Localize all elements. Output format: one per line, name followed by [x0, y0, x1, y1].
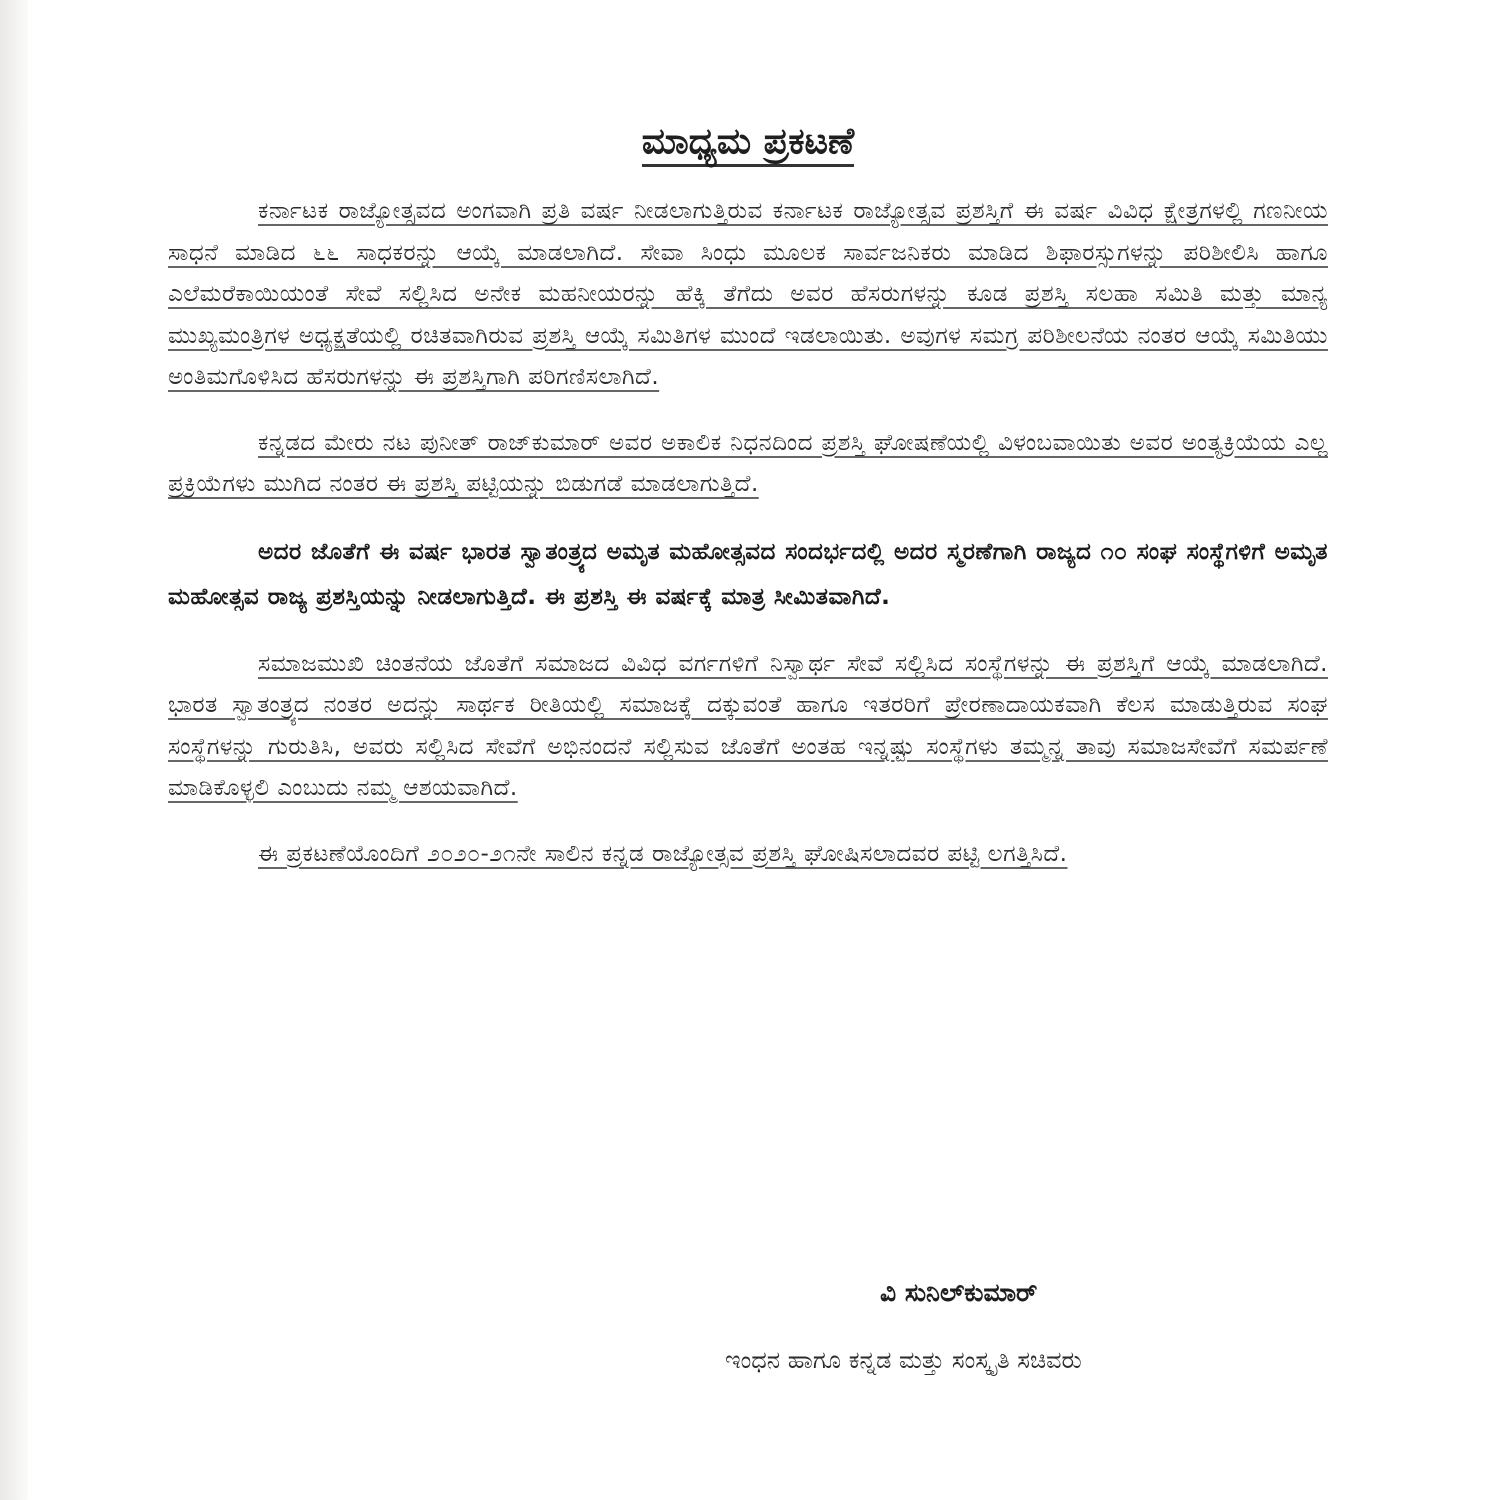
- document-title: [168, 120, 1328, 163]
- paragraph-organizations-selection: ಸಮಾಜಮುಖಿ ಚಿಂತನೆಯ ಜೊತೆಗೆ ಸಮಾಜದ ವಿವಿಧ ವರ್ಗಗಳಿಗೆ ನಿಸ್ವಾರ್ಥ ಸೇವೆ ಸಲ್ಲಿಸಿದ ಸಂಸ್ಥೆಗಳನ್ನು ಈ ಪ್ರಶಸ್ತಿಗೆ ಆಯ್ಕೆ ಮಾಡಲಾಗಿದೆ. ಭಾರತ ಸ್ವಾತಂತ್ರ್ಯದ ನಂತರ ಅದನ್ನು ಸಾರ್ಥಕ ರೀತಿಯಲ್ಲಿ ಸಮಾಜಕ್ಕೆ ದಕ್ಕುವಂತೆ ಹಾಗೂ ಇತರರಿಗೆ ಪ್ರೇರಣಾದಾಯಕವಾಗಿ ಕೆಲಸ ಮಾಡುತ್ತಿರುವ ಸಂಘ ಸಂಸ್ಥೆಗಳನ್ನು ಗುರುತಿಸಿ, ಅವರು ಸಲ್ಲಿಸಿದ ಸೇವೆಗೆ ಅಭಿನಂದನೆ ಸಲ್ಲಿಸುವ ಜೊತೆಗೆ ಅಂತಹ ಇನ್ನಷ್ಟು ಸಂಸ್ಥೆಗಳು ತಮ್ಮನ್ನ ತಾವು ಸಮಾಜಸೇವೆಗೆ ಸಮರ್ಪಣೆ ಮಾಡಿಕೊಳ್ಳಲಿ ಎಂಬುದು ನಮ್ಮ ಆಶಯವಾಗಿದೆ.: [168, 650, 1328, 802]
- paragraph-announcement-delay: ಕನ್ನಡದ ಮೇರು ನಟ ಪುನೀತ್ ರಾಜ್‌ಕುಮಾರ್ ಅವರ ಅಕಾಲಿಕ ನಿಧನದಿಂದ ಪ್ರಶಸ್ತಿ ಘೋಷಣೆಯಲ್ಲಿ ವಿಳಂಬವಾಯಿತು ಅವರ ಅಂತ್ಯಕ್ರಿಯೆಯ ಎಲ್ಲ ಪ್ರಕ್ರಿಯೆಗಳು ಮುಗಿದ ನಂತರ ಈ ಪ್ರಶಸ್ತಿ ಪಟ್ಟಿಯನ್ನು ಬಿಡುಗಡೆ ಮಾಡಲಾಗುತ್ತಿದೆ.: [168, 429, 1328, 498]
- document-title-text: ಮಾಧ್ಯಮ ಪ್ರಕಟಣೆ: [642, 121, 855, 167]
- page-edge-shadow: [0, 0, 28, 1500]
- paragraph-list-attached: ಈ ಪ್ರಕಟಣೆಯೊಂದಿಗೆ ೨೦೨೦-೨೧ನೇ ಸಾಲಿನ ಕನ್ನಡ ರಾಜ್ಯೋತ್ಸವ ಪ್ರಶಸ್ತಿ ಘೋಷಿಸಲಾದವರ ಪಟ್ಟಿ ಲಗತ್ತಿಸಿದೆ.: [258, 840, 1068, 867]
- paragraph-amrit-mahotsav-award: ಅದರ ಜೊತೆಗೆ ಈ ವರ್ಷ ಭಾರತ ಸ್ವಾತಂತ್ರ್ಯದ ಅಮೃತ ಮಹೋತ್ಸವದ ಸಂದರ್ಭದಲ್ಲಿ ಅದರ ಸ್ಮರಣೆಗಾಗಿ ರಾಜ್ಯದ ೧೦ ಸಂಘ ಸಂಸ್ಥೆಗಳಿಗೆ ಅಮೃತ ಮಹೋತ್ಸವ ರಾಜ್ಯ ಪ್ರಶಸ್ತಿಯನ್ನು ನೀಡಲಾಗುತ್ತಿದೆ. ಈ ಪ್ರಶಸ್ತಿ ಈ ವರ್ಷಕ್ಕೆ ಮಾತ್ರ ಸೀಮಿತವಾಗಿದೆ.: [168, 538, 1328, 610]
- signature-designation: ಇಂಧನ ಹಾಗೂ ಕನ್ನಡ ಮತ್ತು ಸಂಸ್ಕೃತಿ ಸಚಿವರು: [725, 1346, 1082, 1374]
- press-release-body: [168, 120, 1328, 899]
- paragraph-awards-selection: ಕರ್ನಾಟಕ ರಾಜ್ಯೋತ್ಸವದ ಅಂಗವಾಗಿ ಪ್ರತಿ ವರ್ಷ ನೀಡಲಾಗುತ್ತಿರುವ ಕರ್ನಾಟಕ ರಾಜ್ಯೋತ್ಸವ ಪ್ರಶಸ್ತಿಗೆ ಈ ವರ್ಷ ವಿವಿಧ ಕ್ಷೇತ್ರಗಳಲ್ಲಿ ಗಣನೀಯ ಸಾಧನೆ ಮಾಡಿದ ೬೬ ಸಾಧಕರನ್ನು ಆಯ್ಕೆ ಮಾಡಲಾಗಿದೆ. ಸೇವಾ ಸಿಂಧು ಮೂಲಕ ಸಾರ್ವಜನಿಕರು ಮಾಡಿದ ಶಿಫಾರಸ್ಸುಗಳನ್ನು ಪರಿಶೀಲಿಸಿ ಹಾಗೂ ಎಲೆಮರೆಕಾಯಿಯಂತೆ ಸೇವೆ ಸಲ್ಲಿಸಿದ ಅನೇಕ ಮಹನೀಯರನ್ನು ಹೆಕ್ಕಿ ತೆಗೆದು ಅವರ ಹೆಸರುಗಳನ್ನು ಕೂಡ ಪ್ರಶಸ್ತಿ ಸಲಹಾ ಸಮಿತಿ ಮತ್ತು ಮಾನ್ಯ ಮುಖ್ಯಮಂತ್ರಿಗಳ ಅಧ್ಯಕ್ಷತೆಯಲ್ಲಿ ರಚಿತವಾಗಿರುವ ಪ್ರಶಸ್ತಿ ಆಯ್ಕೆ ಸಮಿತಿಗಳ ಮುಂದೆ ಇಡಲಾಯಿತು. ಅವುಗಳ ಸಮಗ್ರ ಪರಿಶೀಲನೆಯ ನಂತರ ಆಯ್ಕೆ ಸಮಿತಿಯು ಅಂತಿಮಗೊಳಿಸಿದ ಹೆಸರುಗಳನ್ನು ಈ ಪ್ರಶಸ್ತಿಗಾಗಿ ಪರಿಗಣಿಸಲಾಗಿದೆ.: [168, 198, 1328, 391]
- signature-name: ವಿ ಸುನಿಲ್‌ಕುಮಾರ್: [880, 1278, 1038, 1307]
